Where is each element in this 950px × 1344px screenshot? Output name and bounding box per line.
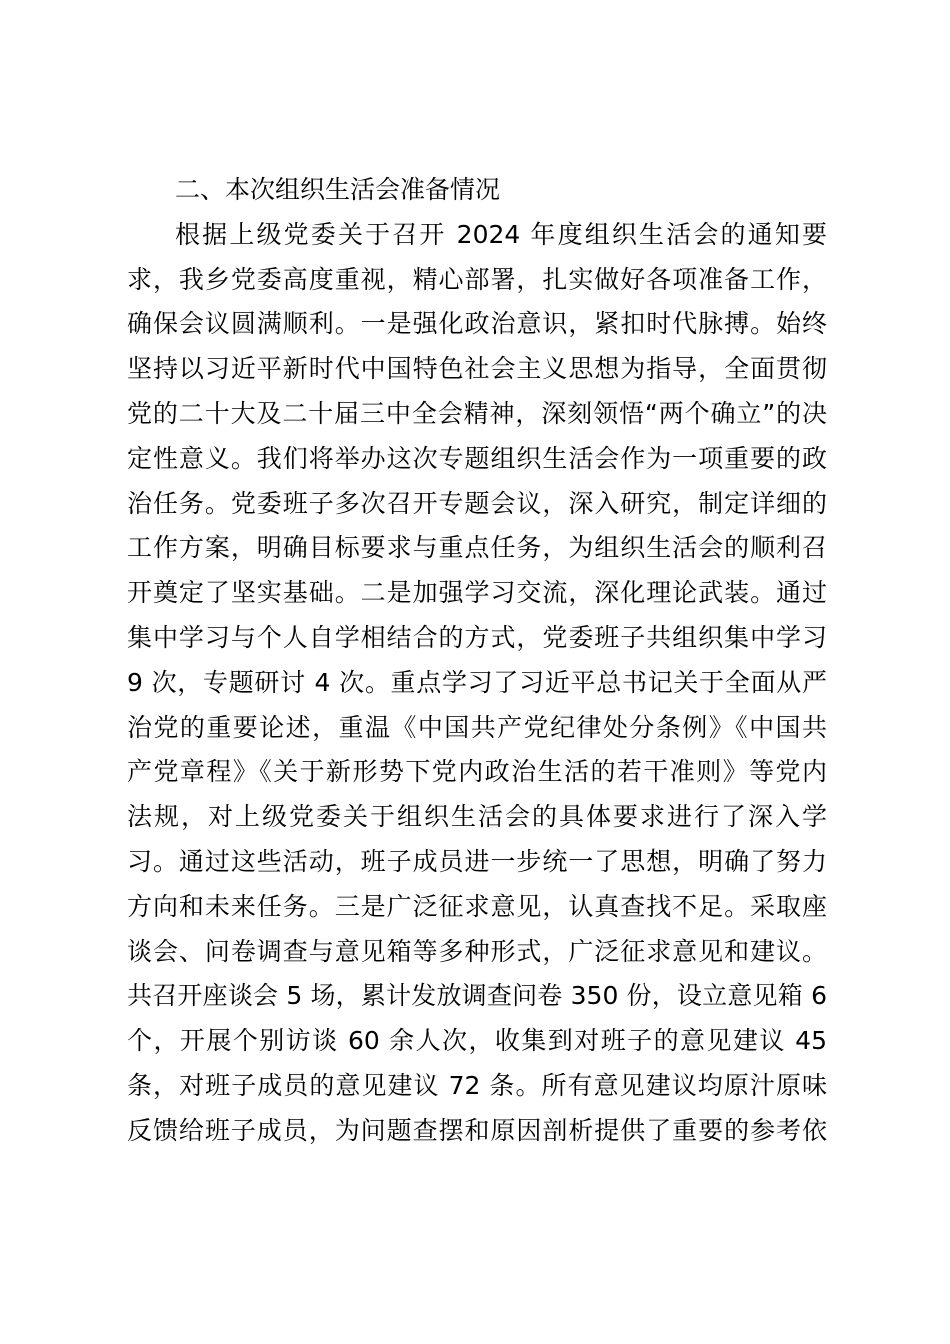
paragraph-line: 开奠定了坚实基础。二是加强学习交流，深化理论武装。通过 [127,578,827,608]
paragraph-line: 根据上级党委关于召开 2024 年度组织生活会的通知要 [175,219,827,249]
document-body [127,168,827,1154]
paragraph-line: 共召开座谈会 5 场，累计发放调查问卷 350 份，设立意见箱 6 [127,981,827,1011]
paragraph-line: 集中学习与个人自学相结合的方式，党委班子共组织集中学习 [127,622,827,652]
section-heading: 二、本次组织生活会准备情况 [175,175,501,204]
paragraph-line: 习。通过这些活动，班子成员进一步统一了思想，明确了努力 [127,846,827,876]
paragraph-line: 确保会议圆满顺利。一是强化政治意识，紧扣时代脉搏。始终 [127,309,827,339]
paragraph-line: 方向和未来任务。三是广泛征求意见，认真查找不足。采取座 [127,891,827,921]
paragraph-line: 条，对班子成员的意见建议 72 条。所有意见建议均原汁原味 [127,1070,827,1100]
paragraph-line: 谈会、问卷调查与意见箱等多种形式，广泛征求意见和建议。 [127,936,827,966]
paragraph-line: 治党的重要论述，重温《中国共产党纪律处分条例》《中国共 [127,712,827,742]
paragraph-line: 定性意义。我们将举办这次专题组织生活会作为一项重要的政 [127,443,827,473]
paragraph-line: 工作方案，明确目标要求与重点任务，为组织生活会的顺利召 [127,533,827,563]
paragraph-line: 党的二十大及二十届三中全会精神，深刻领悟“两个确立”的决 [127,398,827,428]
paragraph-line: 求，我乡党委高度重视，精心部署，扎实做好各项准备工作， [127,264,827,294]
paragraph-line: 个，开展个别访谈 60 余人次，收集到对班子的意见建议 45 [127,1026,827,1056]
paragraph-line: 反馈给班子成员，为问题查摆和原因剖析提供了重要的参考依 [127,1115,827,1145]
paragraph-line: 9 次，专题研讨 4 次。重点学习了习近平总书记关于全面从严 [127,667,827,697]
paragraph-line: 产党章程》《关于新形势下党内政治生活的若干准则》等党内 [127,757,827,787]
paragraph-line: 法规，对上级党委关于组织生活会的具体要求进行了深入学 [127,802,827,832]
paragraph-line: 治任务。党委班子多次召开专题会议，深入研究，制定详细的 [127,488,827,518]
paragraph-line: 坚持以习近平新时代中国特色社会主义思想为指导，全面贯彻 [127,354,827,384]
